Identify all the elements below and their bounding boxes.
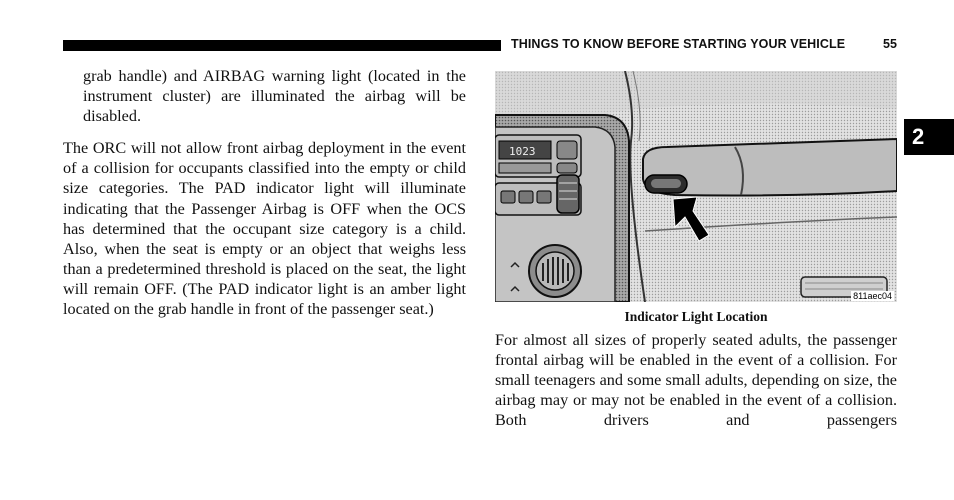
dashboard-illustration: [495, 71, 897, 302]
airbag-enable-paragraph: For almost all sizes of properly seated adults, the passenger frontal airbag will be enabled in the event of a collision. For small teenagers and some small adults, depending on size, the airbag may or may not be enabled in the event of a collision. Both drivers and passengers: [495, 331, 897, 430]
orc-paragraph: The ORC will not allow front airbag deployment in the event of a collision for occupants classified into the empty or child size categories. The PAD indicator light will illuminate indicating that the Passenger Airbag is OFF when the OCS has determined that the occupant size category is a child. Also, when the seat is empty or an object that weighs less than a predetermined threshold is placed on the seat, the light will remain OFF. (The PAD indicator light is an amber light located on the grab handle in front of the passenger seat.): [63, 139, 466, 319]
header-rule: [63, 40, 501, 51]
continued-paragraph: grab handle) and AIRBAG warning light (located in the instrument cluster) are illuminated the airbag will be disabled.: [83, 67, 466, 126]
figure-code: 811aec04: [853, 291, 892, 301]
indicator-light-figure: [495, 71, 897, 302]
page-number: 55: [883, 37, 897, 51]
figure-caption: Indicator Light Location: [624, 309, 768, 324]
right-column: [495, 330, 897, 430]
radio-display: 1023: [509, 145, 536, 158]
left-column: [63, 66, 466, 319]
chapter-tab[interactable]: 2: [904, 119, 954, 155]
running-header: THINGS TO KNOW BEFORE STARTING YOUR VEHICLE: [511, 37, 846, 51]
